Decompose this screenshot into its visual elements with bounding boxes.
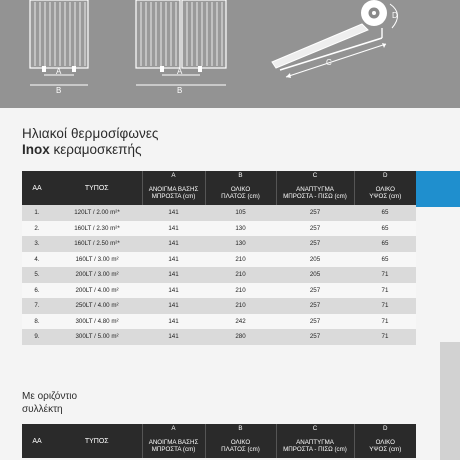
double-collector-diagram <box>130 0 232 100</box>
dim-c-label: C <box>326 58 332 67</box>
table-row: 5. 200LT / 3.00 m² 141 210 205 71 <box>22 267 416 283</box>
table-row: 7. 250LT / 4.00 m² 141 210 257 71 <box>22 298 416 314</box>
table-row: 4. 160LT / 3.00 m² 141 210 205 65 <box>22 252 416 268</box>
spec-table-1 <box>22 171 416 345</box>
header-letter-d: D <box>354 171 416 180</box>
table-row: 1. 120LT / 2.00 m²* 141 105 257 65 <box>22 205 416 221</box>
header-letter-c: C <box>276 171 354 180</box>
header-col-a: ΑΝΟΙΓΜΑ ΒΑΣΗΣ ΜΠΡΟΣΤΑ (cm) <box>142 180 205 205</box>
side-panel-decoration <box>440 342 460 460</box>
header-aa: AA <box>32 184 42 192</box>
table-row: 8. 300LT / 4.80 m² 141 242 257 71 <box>22 314 416 330</box>
section-title-bold: Inox <box>22 142 50 157</box>
header-letter-a: A <box>142 171 205 180</box>
table-row: 2. 160LT / 2.30 m²* 141 130 257 65 <box>22 221 416 237</box>
header-letter-a-2: A <box>142 424 205 433</box>
dim-b-label-2: B <box>177 86 183 95</box>
dim-b-label: B <box>56 86 62 95</box>
single-collector-diagram <box>22 0 98 100</box>
section-title-rest: κεραμοσκεπής <box>49 142 142 157</box>
dim-d-label: D <box>392 11 398 20</box>
header-col-a-2: ΑΝΟΙΓΜΑ ΒΑΣΗΣ ΜΠΡΟΣΤΑ (cm) <box>142 433 205 458</box>
table-row: 6. 200LT / 4.00 m² 141 210 257 71 <box>22 283 416 299</box>
dim-a-label: A <box>56 67 62 76</box>
header-col-b-2: ΟΛΙΚΟ ΠΛΑΤΟΣ (cm) <box>205 433 276 458</box>
table-row: 3. 160LT / 2.50 m²* 141 130 257 65 <box>22 236 416 252</box>
accent-bar <box>416 171 460 207</box>
header-col-d-2: ΟΛΙΚΟ ΥΨΟΣ (cm) <box>354 433 416 458</box>
header-col-c-2: ΑΝΑΠΤΥΓΜΑ ΜΠΡΟΣΤΑ - ΠΙΣΩ (cm) <box>276 433 354 458</box>
section-title-line2 <box>22 142 141 157</box>
header-col-c: ΑΝΑΠΤΥΓΜΑ ΜΠΡΟΣΤΑ - ΠΙΣΩ (cm) <box>276 180 354 205</box>
section-title-line1: Ηλιακοί θερμοσίφωνες <box>22 126 159 141</box>
header-letter-d-2: D <box>354 424 416 433</box>
header-aa-2: AA <box>32 437 42 445</box>
header-letter-c-2: C <box>276 424 354 433</box>
spec-table-1-body <box>22 205 416 345</box>
header-type-2: ΤΥΠΟΣ <box>84 437 109 445</box>
header-col-b: ΟΛΙΚΟ ΠΛΑΤΟΣ (cm) <box>205 180 276 205</box>
header-type: ΤΥΠΟΣ <box>84 184 109 192</box>
side-view-diagram <box>258 0 408 100</box>
section2-caption-line1: Με οριζόντιο <box>22 391 78 402</box>
header-letter-b-2: B <box>205 424 276 433</box>
header-letter-b: B <box>205 171 276 180</box>
dim-a-label-2: A <box>177 67 183 76</box>
spec-table-2 <box>22 424 416 458</box>
header-col-d: ΟΛΙΚΟ ΥΨΟΣ (cm) <box>354 180 416 205</box>
section2-caption-line2: συλλέκτη <box>22 404 63 415</box>
table-row: 9. 300LT / 5.00 m² 141 280 257 71 <box>22 329 416 345</box>
